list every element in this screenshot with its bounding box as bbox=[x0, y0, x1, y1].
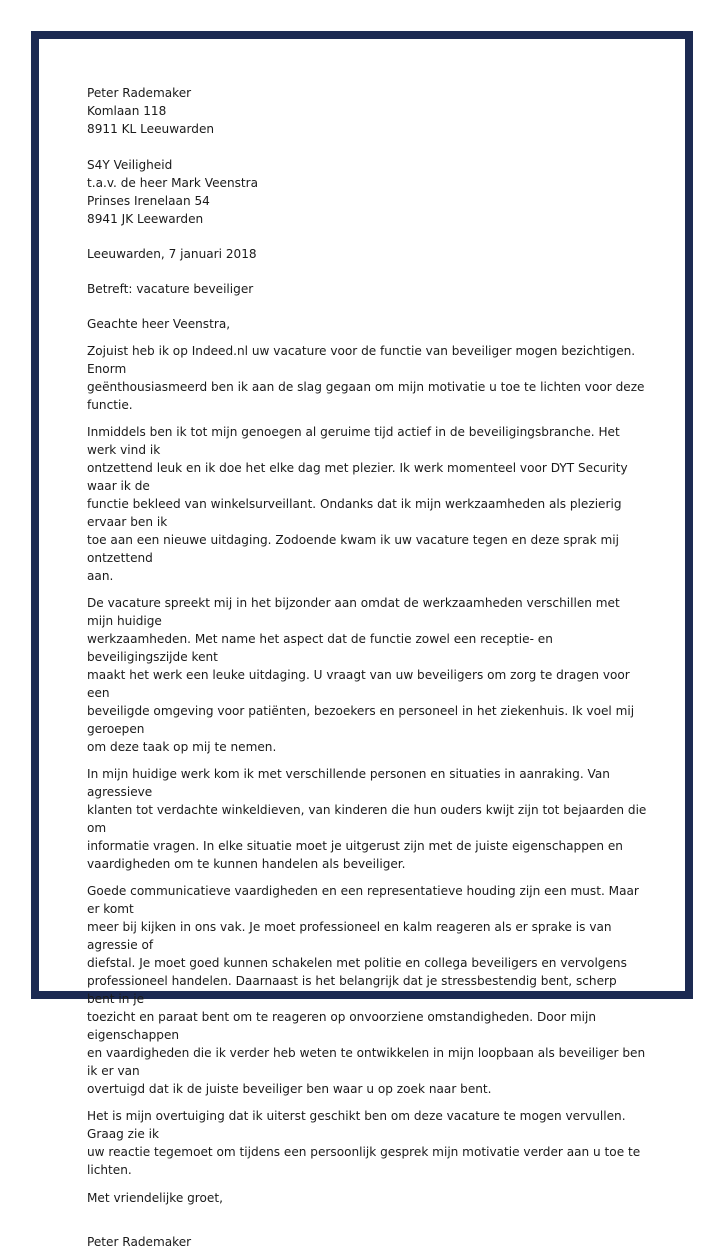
paragraph-line: werkzaamheden. Met name het aspect dat de functie zowel een receptie- en beveiligingszijde kent bbox=[87, 632, 553, 664]
paragraph-line: overtuigd dat ik de juiste beveiliger ben waar u op zoek naar bent. bbox=[87, 1082, 492, 1096]
paragraph-1 bbox=[87, 342, 647, 414]
paragraph-line: meer bij kijken in ons vak. Je moet professioneel en kalm reageren als er sprake is van agressie of bbox=[87, 920, 612, 952]
paragraph-line: Het is mijn overtuiging dat ik uiterst geschikt ben om deze vacature te mogen vervullen. Graag zie ik bbox=[87, 1109, 626, 1141]
sender-city: 8911 KL Leeuwarden bbox=[87, 122, 215, 136]
recipient-attention: t.a.v. de heer Mark Veenstra bbox=[87, 176, 259, 190]
letter-salutation: Geachte heer Veenstra, bbox=[87, 317, 231, 331]
paragraph-line: geënthousiasmeerd ben ik aan de slag gegaan om mijn motivatie u toe te lichten voor deze functie. bbox=[87, 380, 645, 412]
paragraph-line: diefstal. Je moet goed kunnen schakelen met politie en collega beveiligers en vervolgens bbox=[87, 956, 627, 970]
letter-body bbox=[87, 84, 647, 1251]
paragraph-line: om deze taak op mij te nemen. bbox=[87, 740, 277, 754]
recipient-address bbox=[87, 156, 647, 228]
paragraph-line: maakt het werk een leuke uitdaging. U vraagt van uw beveiligers om zorg te dragen voor een bbox=[87, 668, 630, 700]
letter-date: Leeuwarden, 7 januari 2018 bbox=[87, 247, 257, 261]
paragraph-line: informatie vragen. In elke situatie moet je uitgerust zijn met de juiste eigenschappen en bbox=[87, 839, 623, 853]
paragraph-line: professioneel handelen. Daarnaast is het belangrijk dat je stressbestendig bent, scherp bent in je bbox=[87, 974, 617, 1006]
paragraph-line: uw reactie tegemoet om tijdens een persoonlijk gesprek mijn motivatie verder aan u toe te lichten. bbox=[87, 1145, 641, 1177]
recipient-city: 8941 JK Leewarden bbox=[87, 212, 204, 226]
paragraph-line: Inmiddels ben ik tot mijn genoegen al geruime tijd actief in de beveiligingsbranche. Het werk vind ik bbox=[87, 425, 620, 457]
paragraph-line: toe aan een nieuwe uitdaging. Zodoende kwam ik uw vacature tegen en deze sprak mij ontzettend bbox=[87, 533, 619, 565]
paragraph-line: vaardigheden om te kunnen handelen als beveiliger. bbox=[87, 857, 406, 871]
sender-street: Komlaan 118 bbox=[87, 104, 167, 118]
paragraph-line: en vaardigheden die ik verder heb weten te ontwikkelen in mijn loopbaan als beveiliger ben ik er van bbox=[87, 1046, 646, 1078]
paragraph-5 bbox=[87, 882, 647, 1098]
paragraph-line: Zojuist heb ik op Indeed.nl uw vacature voor de functie van beveiliger mogen bezichtigen. Enorm bbox=[87, 344, 636, 376]
letter-closing: Met vriendelijke groet, bbox=[87, 1191, 223, 1205]
letter-signature: Peter Rademaker bbox=[87, 1235, 192, 1249]
paragraph-line: toezicht en paraat bent om te reageren op onvoorziene omstandigheden. Door mijn eigenschappen bbox=[87, 1010, 597, 1042]
letter-subject: Betreft: vacature beveiliger bbox=[87, 282, 254, 296]
paragraph-line: Goede communicatieve vaardigheden en een representatieve houding zijn een must. Maar er komt bbox=[87, 884, 639, 916]
paragraph-line: beveiligde omgeving voor patiënten, bezoekers en personeel in het ziekenhuis. Ik voel mij geroepen bbox=[87, 704, 635, 736]
paragraph-line: klanten tot verdachte winkeldieven, van kinderen die hun ouders kwijt zijn tot bejaarden die om bbox=[87, 803, 647, 835]
paragraph-4 bbox=[87, 765, 647, 873]
paragraph-2 bbox=[87, 423, 647, 585]
recipient-street: Prinses Irenelaan 54 bbox=[87, 194, 210, 208]
recipient-company: S4Y Veiligheid bbox=[87, 158, 173, 172]
sender-address bbox=[87, 84, 647, 138]
paragraph-line: functie bekleed van winkelsurveillant. Ondanks dat ik mijn werkzaamheden als plezierig ervaar ben ik bbox=[87, 497, 622, 529]
paragraph-line: aan. bbox=[87, 569, 114, 583]
paragraph-line: De vacature spreekt mij in het bijzonder aan omdat de werkzaamheden verschillen met mijn huidige bbox=[87, 596, 620, 628]
paragraph-line: In mijn huidige werk kom ik met verschillende personen en situaties in aanraking. Van agressieve bbox=[87, 767, 610, 799]
paragraph-3 bbox=[87, 594, 647, 756]
paragraph-6 bbox=[87, 1107, 647, 1179]
sender-name: Peter Rademaker bbox=[87, 86, 192, 100]
paragraph-line: ontzettend leuk en ik doe het elke dag met plezier. Ik werk momenteel voor DYT Security waar ik de bbox=[87, 461, 628, 493]
